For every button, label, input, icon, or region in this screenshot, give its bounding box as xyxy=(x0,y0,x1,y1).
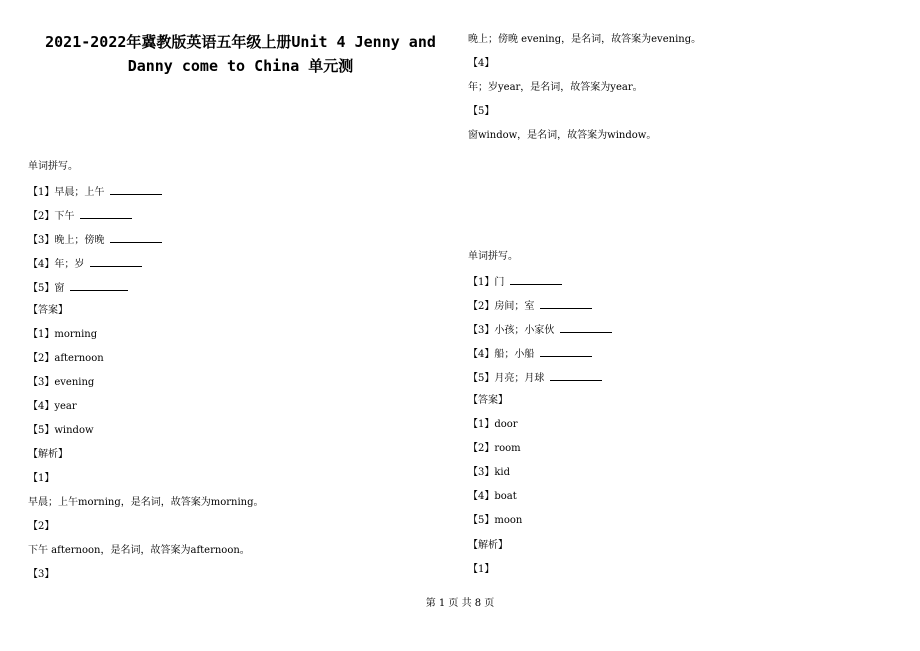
instruction-text: 单词拼写。 xyxy=(28,161,78,172)
analysis-line: 晚上；傍晚 evening，是名词，故答案为evening。 xyxy=(468,34,702,45)
answer-blank[interactable] xyxy=(80,208,132,219)
page-footer: 第 1 页 共 8 页 xyxy=(425,598,495,609)
answer-blank[interactable] xyxy=(110,232,162,243)
answer-blank[interactable] xyxy=(540,346,592,357)
question-item: 【5】窗 xyxy=(28,280,128,296)
analysis-line: 窗window，是名词，故答案为window。 xyxy=(468,130,657,141)
answer-blank[interactable] xyxy=(560,322,612,333)
analysis-header: 【解析】 xyxy=(28,449,68,460)
analysis-line: 【3】 xyxy=(28,569,55,580)
question-item: 【1】门 xyxy=(468,274,562,290)
answer-blank[interactable] xyxy=(550,370,602,381)
answer-header: 【答案】 xyxy=(468,395,508,406)
answer-header: 【答案】 xyxy=(28,305,68,316)
answer-blank[interactable] xyxy=(540,298,592,309)
analysis-line: 【2】 xyxy=(28,521,55,532)
document-title: 2021-2022年冀教版英语五年级上册Unit 4 Jenny and Danny come to China 单元测 xyxy=(45,33,436,75)
analysis-line: 【1】 xyxy=(28,473,55,484)
analysis-line: 【5】 xyxy=(468,106,495,117)
question-item: 【3】小孩；小家伙 xyxy=(468,322,612,338)
instruction-text: 单词拼写。 xyxy=(468,251,518,262)
answer-blank[interactable] xyxy=(110,184,162,195)
question-item: 【2】房间；室 xyxy=(468,298,592,314)
answer-item: 【5】moon xyxy=(468,515,523,526)
analysis-line: 【1】 xyxy=(468,564,495,575)
answer-item: 【3】evening xyxy=(28,377,95,388)
analysis-line: 早晨；上午morning，是名词，故答案为morning。 xyxy=(28,497,264,508)
answer-blank[interactable] xyxy=(70,280,128,291)
analysis-line: 下午 afternoon，是名词，故答案为afternoon。 xyxy=(28,545,250,556)
analysis-line: 年；岁year，是名词，故答案为year。 xyxy=(468,82,643,93)
answer-blank[interactable] xyxy=(90,256,142,267)
answer-item: 【3】kid xyxy=(468,467,511,478)
answer-item: 【1】morning xyxy=(28,329,98,340)
analysis-header: 【解析】 xyxy=(468,540,508,551)
question-item: 【2】下午 xyxy=(28,208,132,224)
question-item: 【4】年；岁 xyxy=(28,256,142,272)
question-item: 【3】晚上；傍晚 xyxy=(28,232,162,248)
answer-blank[interactable] xyxy=(510,274,562,285)
analysis-line: 【4】 xyxy=(468,58,495,69)
answer-item: 【2】room xyxy=(468,443,521,454)
answer-item: 【5】window xyxy=(28,425,94,436)
answer-item: 【4】year xyxy=(28,401,77,412)
answer-item: 【1】door xyxy=(468,419,518,430)
answer-item: 【4】boat xyxy=(468,491,517,502)
question-item: 【5】月亮；月球 xyxy=(468,370,602,386)
question-item: 【1】早晨；上午 xyxy=(28,184,162,200)
answer-item: 【2】afternoon xyxy=(28,353,104,364)
question-item: 【4】船；小船 xyxy=(468,346,592,362)
